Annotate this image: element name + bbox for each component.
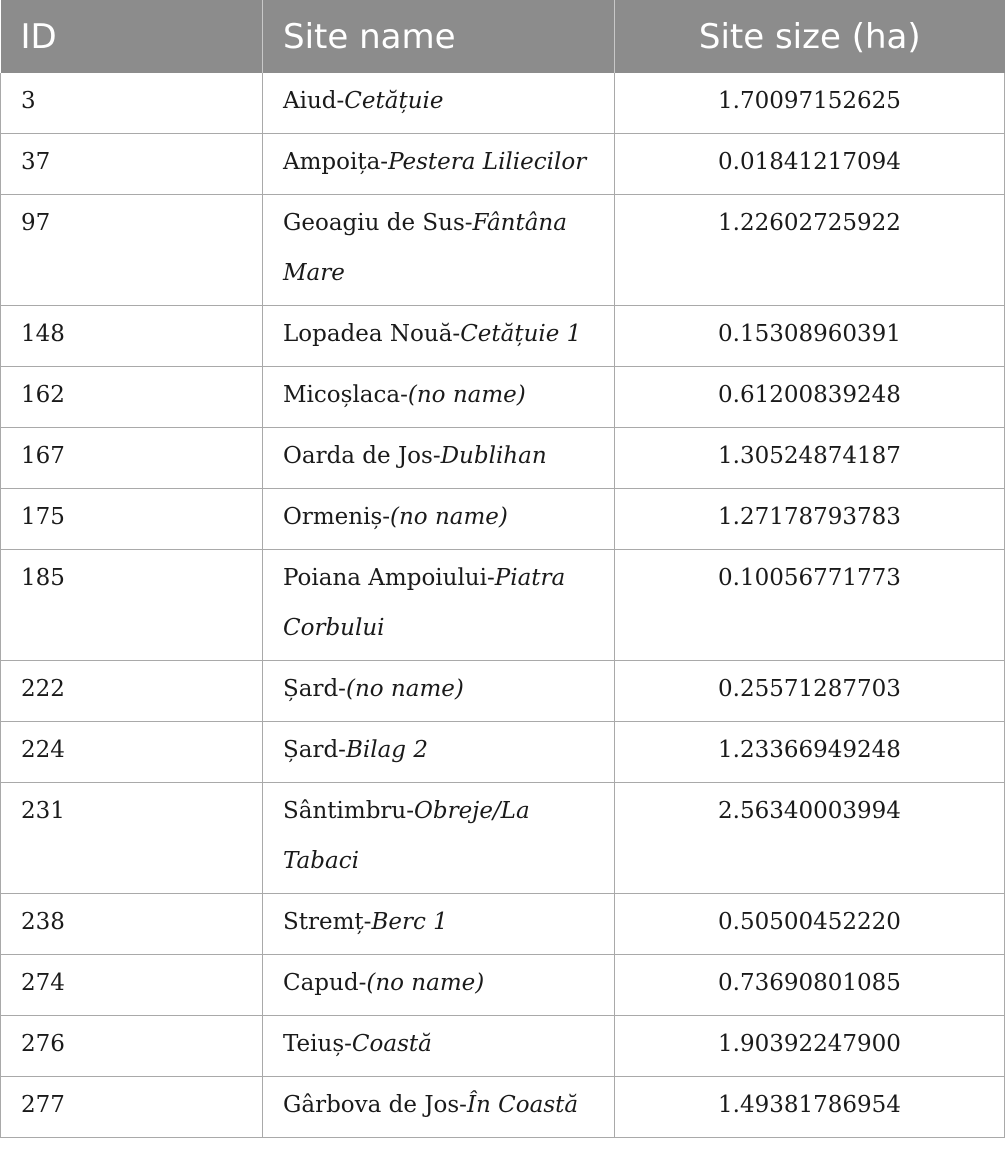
site-id-cell: 185 [1,550,263,661]
site-id-cell: 97 [1,195,263,306]
table-row [1,428,1005,489]
site-size-cell: 0.25571287703 [615,661,1005,722]
site-id-cell: 276 [1,1016,263,1077]
header-site-size: Site size (ha) [615,0,1005,73]
table-row [1,1016,1005,1077]
site-name-cell [263,195,615,306]
site-locality: Geoagiu de Sus- [283,210,473,236]
site-name-cell [263,1077,615,1138]
site-locality: Capud- [283,970,367,996]
site-id-cell: 277 [1,1077,263,1138]
site-place-name: Pestera Liliecilor [388,149,587,175]
site-size-cell: 1.23366949248 [615,722,1005,783]
site-locality: Stremț- [283,909,372,935]
site-locality: Șard- [283,737,346,763]
table-row [1,550,1005,661]
table-row [1,1077,1005,1138]
site-place-name: Dublihan [440,443,547,469]
site-place-name: (no name) [407,382,526,408]
site-size-cell: 1.90392247900 [615,1016,1005,1077]
site-place-name: (no name) [345,676,464,702]
site-place-name: Piatra Corbului [283,565,566,641]
site-id-cell: 175 [1,489,263,550]
site-id-cell: 148 [1,306,263,367]
site-place-name: (no name) [390,504,508,530]
site-id-cell: 167 [1,428,263,489]
table-row [1,661,1005,722]
site-name-cell [263,73,615,134]
site-id-cell: 224 [1,722,263,783]
site-name-cell [263,894,615,955]
site-size-cell: 0.01841217094 [615,134,1005,195]
site-name-cell [263,428,615,489]
site-locality: Lopadea Nouă- [283,321,461,347]
site-size-cell: 1.30524874187 [615,428,1005,489]
site-name-cell [263,955,615,1016]
site-locality: Gârbova de Jos- [283,1092,467,1118]
table-row [1,722,1005,783]
site-size-cell: 0.15308960391 [615,306,1005,367]
site-size-cell: 0.73690801085 [615,955,1005,1016]
site-size-cell: 2.56340003994 [615,783,1005,894]
header-site-name: Site name [263,0,615,73]
table-header-row [1,0,1005,73]
site-locality: Șard- [283,676,346,702]
site-size-cell: 0.61200839248 [615,367,1005,428]
site-place-name: Cetățuie [344,88,444,114]
site-id-cell: 162 [1,367,263,428]
site-locality: Sântimbru- [283,798,414,824]
site-name-cell [263,550,615,661]
table-row [1,195,1005,306]
site-id-cell: 238 [1,894,263,955]
table-body [1,73,1005,1138]
site-size-cell: 1.22602725922 [615,195,1005,306]
table-row [1,783,1005,894]
table-row [1,73,1005,134]
site-place-name: Cetățuie 1 [460,321,582,347]
site-size-cell: 1.27178793783 [615,489,1005,550]
site-name-cell [263,722,615,783]
site-size-cell: 1.49381786954 [615,1077,1005,1138]
table-row [1,367,1005,428]
site-id-cell: 37 [1,134,263,195]
site-name-cell [263,661,615,722]
site-place-name: Berc 1 [371,909,448,935]
header-id: ID [1,0,263,73]
site-name-cell [263,367,615,428]
site-locality: Teiuș- [283,1031,352,1057]
site-size-cell: 0.50500452220 [615,894,1005,955]
site-locality: Oarda de Jos- [283,443,441,469]
site-locality: Micoșlaca- [283,382,408,408]
site-id-cell: 231 [1,783,263,894]
table-row [1,306,1005,367]
site-locality: Ampoița- [283,149,389,175]
site-name-cell [263,1016,615,1077]
site-locality: Poiana Ampoiului- [283,565,495,591]
site-locality: Aiud- [283,88,345,114]
table-row [1,955,1005,1016]
site-name-cell [263,489,615,550]
table-row [1,134,1005,195]
site-place-name: În Coastă [466,1092,579,1118]
site-id-cell: 274 [1,955,263,1016]
site-name-cell [263,783,615,894]
site-name-cell [263,306,615,367]
site-place-name: Coastă [351,1031,432,1057]
site-place-name: (no name) [366,970,485,996]
site-place-name: Bilag 2 [345,737,428,763]
site-size-cell: 1.70097152625 [615,73,1005,134]
site-place-name: Obreje/La Tabaci [283,798,530,874]
table-row [1,894,1005,955]
site-locality: Ormeniș- [283,504,391,530]
site-place-name: Fântâna Mare [283,210,567,286]
table-row [1,489,1005,550]
site-size-cell: 0.10056771773 [615,550,1005,661]
site-name-cell [263,134,615,195]
site-id-cell: 222 [1,661,263,722]
site-id-cell: 3 [1,73,263,134]
